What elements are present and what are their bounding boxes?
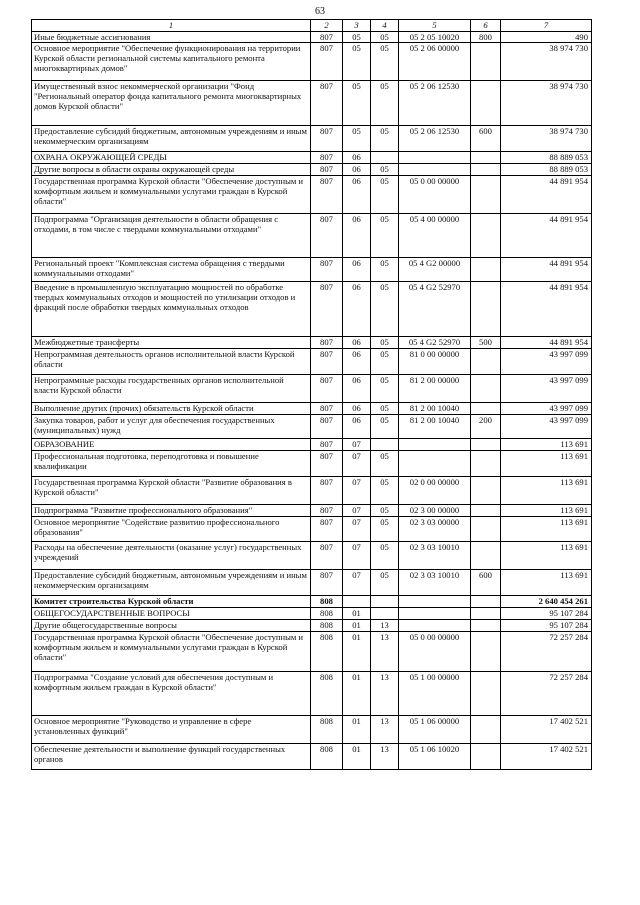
- table-row: [32, 214, 592, 258]
- expense-type-code: [471, 81, 501, 126]
- page-number: 63: [315, 6, 325, 17]
- table-row: [32, 451, 592, 477]
- target-article-code: [399, 439, 471, 451]
- target-article-code: 05 4 G2 00000: [399, 258, 471, 282]
- amount: 17 402 521: [501, 716, 592, 744]
- section-code: 07: [343, 542, 371, 570]
- table-row: [32, 176, 592, 214]
- table-row: [32, 81, 592, 126]
- item-name: Основное мероприятие "Обеспечение функционирования на территории Курской области региональной системы капитального ремонта многоквартирных домов": [32, 43, 311, 81]
- subsection-code: 05: [371, 403, 399, 415]
- section-code: 06: [343, 375, 371, 403]
- expense-type-code: [471, 403, 501, 415]
- expense-type-code: [471, 214, 501, 258]
- ministry-code: 807: [311, 375, 343, 403]
- subsection-code: 05: [371, 375, 399, 403]
- target-article-code: 05 4 G2 52970: [399, 282, 471, 337]
- section-code: 06: [343, 337, 371, 349]
- ministry-code: 807: [311, 477, 343, 505]
- item-name: Межбюджетные трансферты: [32, 337, 311, 349]
- ministry-code: 807: [311, 570, 343, 596]
- ministry-code: 807: [311, 415, 343, 439]
- subsection-code: 05: [371, 282, 399, 337]
- expense-type-code: [471, 451, 501, 477]
- amount: 88 889 053: [501, 164, 592, 176]
- item-name: ОБЩЕГОСУДАРСТВЕННЫЕ ВОПРОСЫ: [32, 608, 311, 620]
- ministry-code: 807: [311, 43, 343, 81]
- target-article-code: 81 2 00 00000: [399, 375, 471, 403]
- amount: 113 691: [501, 517, 592, 542]
- expense-type-code: [471, 517, 501, 542]
- target-article-code: 81 0 00 00000: [399, 349, 471, 375]
- table-row: [32, 164, 592, 176]
- subsection-code: 05: [371, 542, 399, 570]
- header-row: [32, 20, 592, 32]
- section-code: 06: [343, 152, 371, 164]
- amount: 113 691: [501, 542, 592, 570]
- expense-type-code: [471, 282, 501, 337]
- section-code: 01: [343, 608, 371, 620]
- section-code: 05: [343, 81, 371, 126]
- expense-type-code: [471, 632, 501, 672]
- ministry-code: 808: [311, 620, 343, 632]
- table-row: [32, 716, 592, 744]
- column-header: 7: [501, 20, 592, 32]
- amount: 95 107 284: [501, 608, 592, 620]
- item-name: Государственная программа Курской области "Обеспечение доступным и комфортным жильем и коммунальными услугами граждан в Курской области": [32, 176, 311, 214]
- section-code: 05: [343, 126, 371, 152]
- ministry-code: 807: [311, 81, 343, 126]
- target-article-code: 05 2 06 12530: [399, 81, 471, 126]
- item-name: Введение в промышленную эксплуатацию мощностей по обработке твердых коммунальных отходов и мощностей по утилизации отходов и фракций после обработки твердых коммунальных отходов: [32, 282, 311, 337]
- amount: 113 691: [501, 570, 592, 596]
- table-row: [32, 505, 592, 517]
- item-name: Непрограммная деятельность органов исполнительной власти Курской области: [32, 349, 311, 375]
- target-article-code: 81 2 00 10040: [399, 403, 471, 415]
- section-code: 06: [343, 349, 371, 375]
- subsection-code: 05: [371, 43, 399, 81]
- subsection-code: 05: [371, 477, 399, 505]
- item-name: Другие вопросы в области охраны окружающей среды: [32, 164, 311, 176]
- item-name: Другие общегосударственные вопросы: [32, 620, 311, 632]
- table-row: [32, 620, 592, 632]
- expense-type-code: [471, 258, 501, 282]
- section-code: 07: [343, 451, 371, 477]
- section-code: 06: [343, 403, 371, 415]
- target-article-code: 81 2 00 10040: [399, 415, 471, 439]
- target-article-code: [399, 152, 471, 164]
- table-row: [32, 337, 592, 349]
- table-row: [32, 570, 592, 596]
- item-name: ОХРАНА ОКРУЖАЮЩЕЙ СРЕДЫ: [32, 152, 311, 164]
- subsection-code: 05: [371, 451, 399, 477]
- item-name: Расходы на обеспечение деятельности (оказание услуг) государственных учреждений: [32, 542, 311, 570]
- section-code: 05: [343, 43, 371, 81]
- expense-type-code: [471, 439, 501, 451]
- expense-type-code: [471, 375, 501, 403]
- ministry-code: 807: [311, 176, 343, 214]
- subsection-code: 05: [371, 517, 399, 542]
- amount: 72 257 284: [501, 672, 592, 716]
- subsection-code: 13: [371, 672, 399, 716]
- amount: 113 691: [501, 451, 592, 477]
- amount: 44 891 954: [501, 176, 592, 214]
- expense-type-code: [471, 542, 501, 570]
- section-code: 01: [343, 744, 371, 770]
- column-header: 4: [371, 20, 399, 32]
- item-name: Имущественный взнос некоммерческой организации "Фонд "Региональный оператор фонда капитального ремонта многоквартирных домов Курской области": [32, 81, 311, 126]
- section-code: 06: [343, 164, 371, 176]
- expense-type-code: 600: [471, 570, 501, 596]
- subsection-code: 05: [371, 415, 399, 439]
- expense-type-code: [471, 43, 501, 81]
- target-article-code: 05 1 00 00000: [399, 672, 471, 716]
- ministry-code: 808: [311, 608, 343, 620]
- amount: 44 891 954: [501, 258, 592, 282]
- column-header: 1: [32, 20, 311, 32]
- amount: 44 891 954: [501, 282, 592, 337]
- target-article-code: 02 3 00 00000: [399, 505, 471, 517]
- item-name: Подпрограмма "Создание условий для обеспечения доступным и комфортным жильем граждан в Курской области": [32, 672, 311, 716]
- item-name: Основное мероприятие "Содействие развитию профессионального образования": [32, 517, 311, 542]
- section-code: 01: [343, 620, 371, 632]
- expense-type-code: 600: [471, 126, 501, 152]
- item-name: Непрограммные расходы государственных органов исполнительной власти Курской области: [32, 375, 311, 403]
- expense-type-code: [471, 152, 501, 164]
- subsection-code: 13: [371, 716, 399, 744]
- ministry-code: 808: [311, 744, 343, 770]
- target-article-code: [399, 451, 471, 477]
- table-row: [32, 744, 592, 770]
- target-article-code: 02 0 00 00000: [399, 477, 471, 505]
- target-article-code: 05 1 06 00000: [399, 716, 471, 744]
- ministry-code: 807: [311, 403, 343, 415]
- table-row: [32, 672, 592, 716]
- subsection-code: 05: [371, 176, 399, 214]
- item-name: Основное мероприятие "Руководство и управление в сфере установленных функций": [32, 716, 311, 744]
- amount: 44 891 954: [501, 337, 592, 349]
- expense-type-code: [471, 716, 501, 744]
- budget-table: [31, 19, 592, 770]
- section-code: 06: [343, 282, 371, 337]
- target-article-code: 02 3 03 10010: [399, 542, 471, 570]
- table-row: [32, 415, 592, 439]
- expense-type-code: [471, 608, 501, 620]
- expense-type-code: 800: [471, 32, 501, 43]
- section-code: 07: [343, 477, 371, 505]
- target-article-code: 02 3 03 00000: [399, 517, 471, 542]
- section-code: [343, 596, 371, 608]
- target-article-code: [399, 608, 471, 620]
- subsection-code: 05: [371, 164, 399, 176]
- ministry-code: 808: [311, 596, 343, 608]
- expense-type-code: [471, 477, 501, 505]
- expense-type-code: [471, 164, 501, 176]
- section-code: 06: [343, 214, 371, 258]
- amount: 44 891 954: [501, 214, 592, 258]
- subsection-code: 05: [371, 349, 399, 375]
- target-article-code: [399, 620, 471, 632]
- item-name: ОБРАЗОВАНИЕ: [32, 439, 311, 451]
- ministry-code: 807: [311, 439, 343, 451]
- subsection-code: 05: [371, 570, 399, 596]
- amount: 38 974 730: [501, 81, 592, 126]
- amount: 38 974 730: [501, 126, 592, 152]
- table-body: [32, 32, 592, 770]
- item-name: Предоставление субсидий бюджетным, автономным учреждениям и иным некоммерческим организациям: [32, 570, 311, 596]
- amount: 43 997 099: [501, 403, 592, 415]
- table-row: [32, 375, 592, 403]
- column-header: 3: [343, 20, 371, 32]
- ministry-code: 807: [311, 282, 343, 337]
- item-name: Государственная программа Курской области "Обеспечение доступным и комфортным жильем и коммунальными услугами граждан в Курской области": [32, 632, 311, 672]
- ministry-code: 807: [311, 164, 343, 176]
- table-row: [32, 258, 592, 282]
- amount: 2 640 454 261: [501, 596, 592, 608]
- ministry-code: 807: [311, 505, 343, 517]
- amount: 38 974 730: [501, 43, 592, 81]
- ministry-code: 807: [311, 32, 343, 43]
- expense-type-code: 500: [471, 337, 501, 349]
- amount: 72 257 284: [501, 632, 592, 672]
- item-name: Предоставление субсидий бюджетным, автономным учреждениям и иным некоммерческим организациям: [32, 126, 311, 152]
- subsection-code: 05: [371, 258, 399, 282]
- subsection-code: [371, 608, 399, 620]
- expense-type-code: [471, 672, 501, 716]
- target-article-code: 05 4 00 00000: [399, 214, 471, 258]
- column-header: 2: [311, 20, 343, 32]
- subsection-code: 05: [371, 214, 399, 258]
- ministry-code: 807: [311, 349, 343, 375]
- amount: 43 997 099: [501, 349, 592, 375]
- target-article-code: 05 2 06 00000: [399, 43, 471, 81]
- ministry-code: 808: [311, 672, 343, 716]
- table-row: [32, 596, 592, 608]
- subsection-code: 05: [371, 32, 399, 43]
- table-row: [32, 632, 592, 672]
- subsection-code: [371, 152, 399, 164]
- table-row: [32, 349, 592, 375]
- item-name: Подпрограмма "Развитие профессионального образования": [32, 505, 311, 517]
- ministry-code: 807: [311, 451, 343, 477]
- table-row: [32, 32, 592, 43]
- subsection-code: 05: [371, 81, 399, 126]
- ministry-code: 807: [311, 337, 343, 349]
- ministry-code: 807: [311, 517, 343, 542]
- amount: 43 997 099: [501, 375, 592, 403]
- ministry-code: 808: [311, 632, 343, 672]
- table-row: [32, 403, 592, 415]
- target-article-code: [399, 596, 471, 608]
- table-row: [32, 608, 592, 620]
- item-name: Профессиональная подготовка, переподготовка и повышение квалификации: [32, 451, 311, 477]
- ministry-code: 807: [311, 258, 343, 282]
- item-name: Региональный проект "Комплексная система обращения с твердыми коммунальными отходами": [32, 258, 311, 282]
- section-code: 05: [343, 32, 371, 43]
- subsection-code: [371, 596, 399, 608]
- section-code: 01: [343, 672, 371, 716]
- expense-type-code: [471, 349, 501, 375]
- section-code: 07: [343, 439, 371, 451]
- amount: 95 107 284: [501, 620, 592, 632]
- subsection-code: 05: [371, 505, 399, 517]
- target-article-code: 05 1 06 10020: [399, 744, 471, 770]
- section-code: 01: [343, 716, 371, 744]
- subsection-code: 05: [371, 337, 399, 349]
- table-row: [32, 477, 592, 505]
- target-article-code: 05 2 05 10020: [399, 32, 471, 43]
- ministry-code: 807: [311, 214, 343, 258]
- expense-type-code: [471, 176, 501, 214]
- table-row: [32, 43, 592, 81]
- section-code: 06: [343, 258, 371, 282]
- item-name: Комитет строительства Курской области: [32, 596, 311, 608]
- amount: 17 402 521: [501, 744, 592, 770]
- item-name: Обеспечение деятельности и выполнение функций государственных органов: [32, 744, 311, 770]
- subsection-code: [371, 439, 399, 451]
- amount: 113 691: [501, 505, 592, 517]
- expense-type-code: [471, 505, 501, 517]
- column-header: 5: [399, 20, 471, 32]
- expense-type-code: [471, 620, 501, 632]
- table-row: [32, 282, 592, 337]
- column-header: 6: [471, 20, 501, 32]
- amount: 43 997 099: [501, 415, 592, 439]
- item-name: Закупка товаров, работ и услуг для обеспечения государственных (муниципальных) нужд: [32, 415, 311, 439]
- section-code: 06: [343, 415, 371, 439]
- table-row: [32, 152, 592, 164]
- section-code: 01: [343, 632, 371, 672]
- subsection-code: 13: [371, 632, 399, 672]
- target-article-code: 05 4 G2 52970: [399, 337, 471, 349]
- ministry-code: 807: [311, 542, 343, 570]
- item-name: Иные бюджетные ассигнования: [32, 32, 311, 43]
- item-name: Выполнение других (прочих) обязательств Курской области: [32, 403, 311, 415]
- amount: 113 691: [501, 439, 592, 451]
- table-row: [32, 126, 592, 152]
- table-row: [32, 439, 592, 451]
- section-code: 07: [343, 505, 371, 517]
- ministry-code: 808: [311, 716, 343, 744]
- item-name: Государственная программа Курской области "Развитие образования в Курской области": [32, 477, 311, 505]
- ministry-code: 807: [311, 152, 343, 164]
- section-code: 07: [343, 517, 371, 542]
- table-row: [32, 542, 592, 570]
- target-article-code: [399, 164, 471, 176]
- expense-type-code: [471, 596, 501, 608]
- subsection-code: 13: [371, 620, 399, 632]
- target-article-code: 05 2 06 12530: [399, 126, 471, 152]
- expense-type-code: [471, 744, 501, 770]
- subsection-code: 13: [371, 744, 399, 770]
- target-article-code: 05 0 00 00000: [399, 176, 471, 214]
- item-name: Подпрограмма "Организация деятельности в области обращения с отходами, в том числе с твердыми коммунальными отходами": [32, 214, 311, 258]
- amount: 88 889 053: [501, 152, 592, 164]
- amount: 490: [501, 32, 592, 43]
- table-row: [32, 517, 592, 542]
- section-code: 07: [343, 570, 371, 596]
- section-code: 06: [343, 176, 371, 214]
- ministry-code: 807: [311, 126, 343, 152]
- expense-type-code: 200: [471, 415, 501, 439]
- target-article-code: 05 0 00 00000: [399, 632, 471, 672]
- subsection-code: 05: [371, 126, 399, 152]
- target-article-code: 02 3 03 10010: [399, 570, 471, 596]
- amount: 113 691: [501, 477, 592, 505]
